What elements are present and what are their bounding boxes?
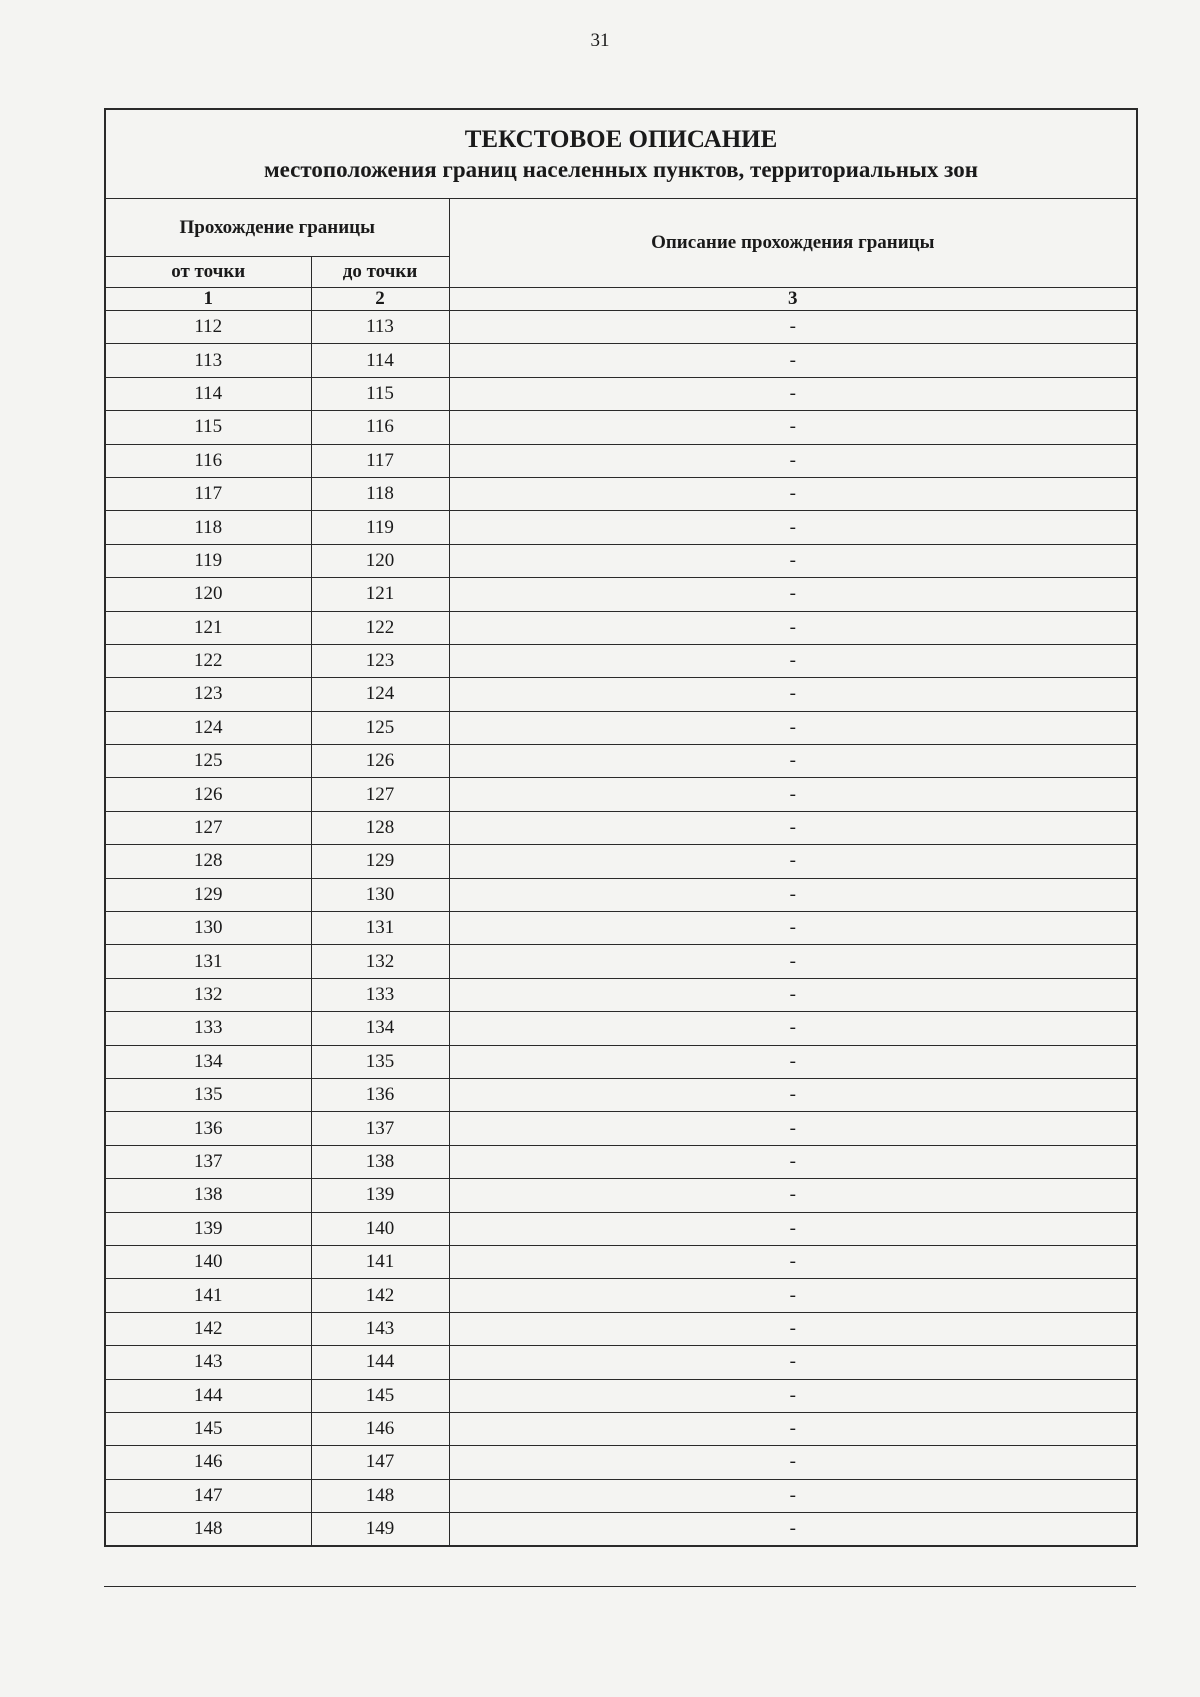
cell-from-point: 138 [105,1179,311,1212]
table-row [105,477,1137,510]
cell-description: - [449,1245,1137,1278]
cell-from-point: 132 [105,978,311,1011]
cell-description: - [449,1145,1137,1178]
cell-from-point: 120 [105,578,311,611]
cell-to-point: 143 [311,1312,449,1345]
cell-to-point: 125 [311,711,449,744]
cell-description: - [449,1513,1137,1547]
cell-description: - [449,1279,1137,1312]
table-row [105,912,1137,945]
cell-to-point: 146 [311,1412,449,1445]
table-row [105,1312,1137,1345]
cell-description: - [449,344,1137,377]
cell-from-point: 147 [105,1479,311,1512]
cell-to-point: 116 [311,411,449,444]
cell-description: - [449,377,1137,410]
cell-description: - [449,1045,1137,1078]
cell-to-point: 134 [311,1012,449,1045]
cell-to-point: 123 [311,644,449,677]
header-to-point: до точки [311,257,449,288]
cell-description: - [449,745,1137,778]
table-row [105,1112,1137,1145]
cell-description: - [449,1012,1137,1045]
table-row [105,311,1137,344]
cell-to-point: 145 [311,1379,449,1412]
table-row [105,1379,1137,1412]
table-row [105,978,1137,1011]
table-row [105,444,1137,477]
cell-description: - [449,1346,1137,1379]
cell-from-point: 121 [105,611,311,644]
table-row [105,678,1137,711]
table-row [105,1479,1137,1512]
table-row [105,1446,1137,1479]
table-row [105,1513,1137,1547]
cell-from-point: 144 [105,1379,311,1412]
cell-to-point: 139 [311,1179,449,1212]
cell-from-point: 124 [105,711,311,744]
table-row [105,1078,1137,1111]
cell-description: - [449,1379,1137,1412]
bottom-rule [104,1586,1136,1587]
cell-from-point: 116 [105,444,311,477]
table-row [105,644,1137,677]
cell-description: - [449,678,1137,711]
cell-description: - [449,444,1137,477]
cell-description: - [449,1112,1137,1145]
table-row [105,1145,1137,1178]
table-row [105,511,1137,544]
cell-from-point: 140 [105,1245,311,1278]
cell-description: - [449,611,1137,644]
cell-from-point: 122 [105,644,311,677]
cell-to-point: 132 [311,945,449,978]
cell-to-point: 121 [311,578,449,611]
table-row [105,1179,1137,1212]
cell-to-point: 138 [311,1145,449,1178]
table-header [105,109,1137,311]
cell-to-point: 130 [311,878,449,911]
cell-description: - [449,878,1137,911]
table-row [105,811,1137,844]
cell-from-point: 113 [105,344,311,377]
cell-description: - [449,511,1137,544]
cell-description: - [449,711,1137,744]
cell-from-point: 133 [105,1012,311,1045]
cell-from-point: 119 [105,544,311,577]
table-row [105,1412,1137,1445]
page-number: 31 [590,30,610,51]
table-row [105,611,1137,644]
table-row [105,544,1137,577]
cell-from-point: 117 [105,477,311,510]
cell-from-point: 146 [105,1446,311,1479]
cell-to-point: 141 [311,1245,449,1278]
table-row [105,878,1137,911]
cell-description: - [449,311,1137,344]
title-main: ТЕКСТОВОЕ ОПИСАНИЕ [464,125,778,153]
cell-to-point: 131 [311,912,449,945]
cell-description: - [449,477,1137,510]
cell-description: - [449,1312,1137,1345]
cell-from-point: 128 [105,845,311,878]
cell-to-point: 119 [311,511,449,544]
cell-from-point: 137 [105,1145,311,1178]
table-body [105,311,1137,1547]
cell-from-point: 134 [105,1045,311,1078]
cell-from-point: 118 [105,511,311,544]
cell-to-point: 117 [311,444,449,477]
header-from-point: от точки [105,257,311,288]
cell-description: - [449,644,1137,677]
cell-to-point: 115 [311,377,449,410]
cell-description: - [449,845,1137,878]
table-row [105,1045,1137,1078]
cell-description: - [449,1446,1137,1479]
cell-description: - [449,978,1137,1011]
cell-to-point: 140 [311,1212,449,1245]
table-row [105,1245,1137,1278]
cell-description: - [449,1412,1137,1445]
table-row [105,778,1137,811]
cell-description: - [449,578,1137,611]
table-row [105,1012,1137,1045]
cell-description: - [449,1479,1137,1512]
cell-to-point: 136 [311,1078,449,1111]
cell-from-point: 123 [105,678,311,711]
cell-description: - [449,778,1137,811]
cell-from-point: 142 [105,1312,311,1345]
cell-to-point: 118 [311,477,449,510]
column-number-2: 2 [311,288,449,311]
column-number-1: 1 [105,288,311,311]
cell-description: - [449,1179,1137,1212]
cell-to-point: 126 [311,745,449,778]
table-row [105,578,1137,611]
cell-from-point: 141 [105,1279,311,1312]
header-description: Описание прохождения границы [449,199,1137,288]
table-row [105,377,1137,410]
cell-to-point: 135 [311,1045,449,1078]
cell-to-point: 133 [311,978,449,1011]
cell-from-point: 136 [105,1112,311,1145]
cell-to-point: 122 [311,611,449,644]
cell-from-point: 129 [105,878,311,911]
table-row [105,845,1137,878]
table-row [105,1346,1137,1379]
table-row [105,945,1137,978]
cell-description: - [449,544,1137,577]
cell-from-point: 125 [105,745,311,778]
cell-description: - [449,1212,1137,1245]
cell-from-point: 115 [105,411,311,444]
cell-from-point: 131 [105,945,311,978]
cell-description: - [449,811,1137,844]
cell-to-point: 148 [311,1479,449,1512]
cell-from-point: 114 [105,377,311,410]
boundary-description-table [104,108,1138,1547]
table-row [105,745,1137,778]
cell-description: - [449,411,1137,444]
header-boundary-passage: Прохождение границы [105,199,449,257]
cell-to-point: 144 [311,1346,449,1379]
table-row [105,344,1137,377]
cell-from-point: 126 [105,778,311,811]
table-title [105,109,1137,199]
cell-to-point: 120 [311,544,449,577]
cell-to-point: 127 [311,778,449,811]
cell-to-point: 114 [311,344,449,377]
table-row [105,411,1137,444]
cell-to-point: 129 [311,845,449,878]
cell-from-point: 127 [105,811,311,844]
table-row [105,1212,1137,1245]
cell-to-point: 137 [311,1112,449,1145]
table-row [105,711,1137,744]
cell-to-point: 113 [311,311,449,344]
cell-from-point: 143 [105,1346,311,1379]
cell-to-point: 149 [311,1513,449,1547]
cell-from-point: 112 [105,311,311,344]
cell-to-point: 147 [311,1446,449,1479]
cell-from-point: 135 [105,1078,311,1111]
title-subtitle: местоположения границ населенных пунктов, территориальных зон [264,156,979,182]
cell-to-point: 124 [311,678,449,711]
cell-to-point: 128 [311,811,449,844]
cell-from-point: 148 [105,1513,311,1547]
column-number-3: 3 [449,288,1137,311]
cell-description: - [449,945,1137,978]
cell-from-point: 145 [105,1412,311,1445]
table-row [105,1279,1137,1312]
cell-from-point: 139 [105,1212,311,1245]
cell-description: - [449,1078,1137,1111]
cell-description: - [449,912,1137,945]
cell-to-point: 142 [311,1279,449,1312]
cell-from-point: 130 [105,912,311,945]
